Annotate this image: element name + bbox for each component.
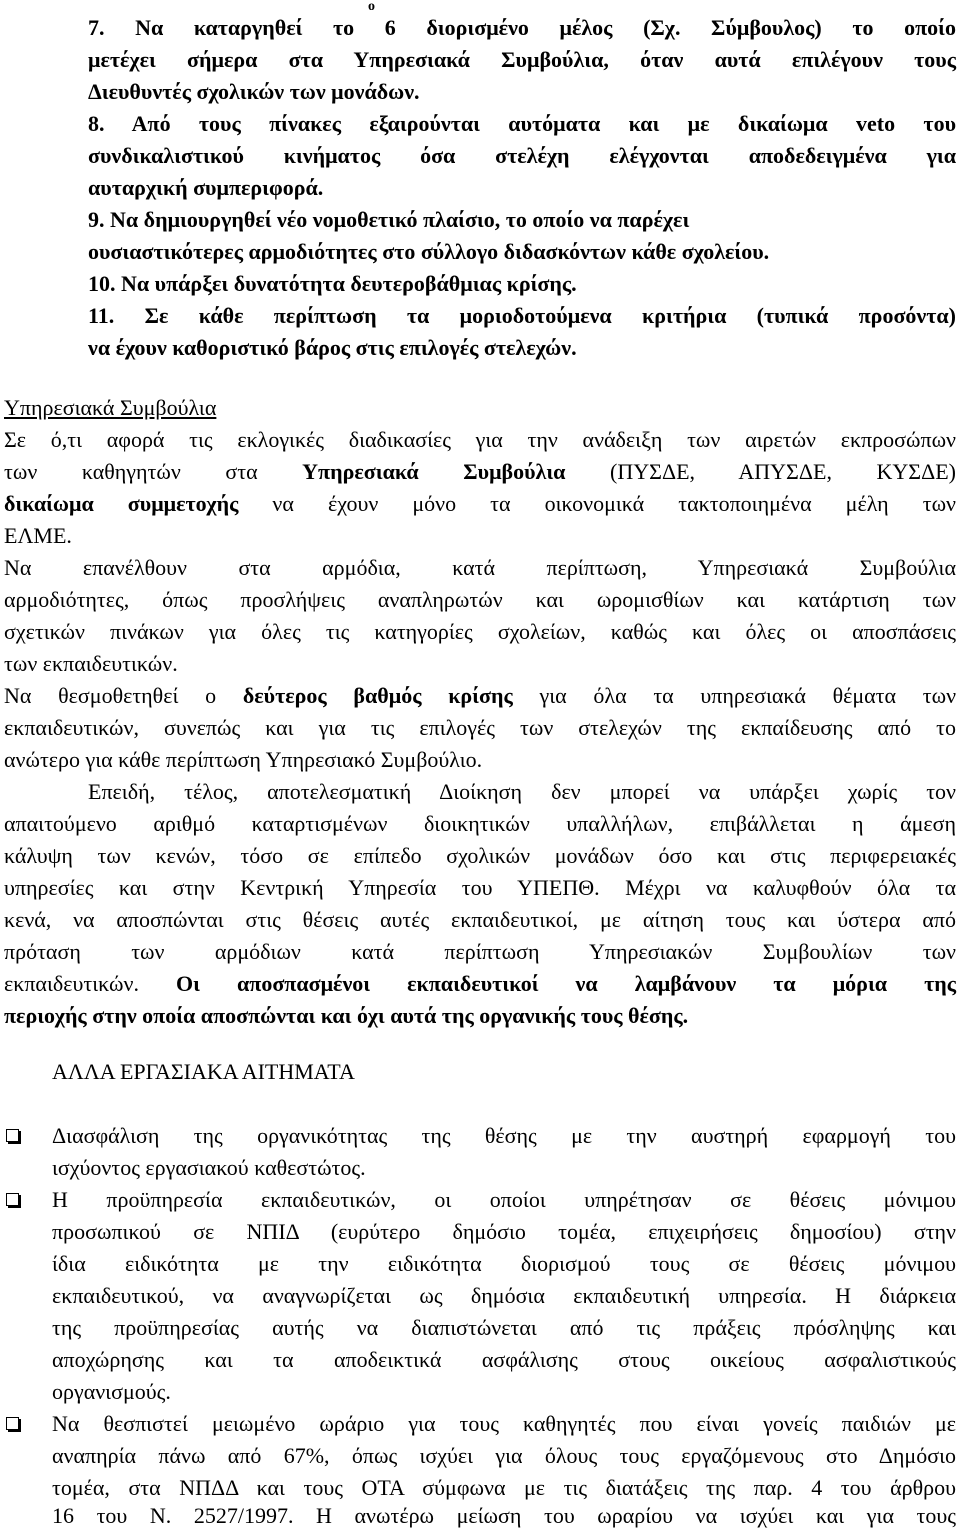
bullet-1-line-1: Διασφάλιση της οργανικότητας της θέσης με την αυστηρή εφαρμογή του <box>52 1123 956 1148</box>
paragraph-3-line-1 <box>4 680 956 712</box>
paragraph-1-line-2 <box>4 456 956 488</box>
paragraph-2-line-4: των εκπαιδευτικών. <box>4 651 178 676</box>
paragraph-1-text: (ΠΥΣΔΕ, ΑΠΥΣΔΕ, ΚΥΣΔΕ) <box>610 459 957 484</box>
list-item-9-line-1: 9. Να δημιουργηθεί νέο νομοθετικό πλαίσιο, το οποίο να παρέχει <box>88 207 690 232</box>
bullet-3-line-2: αναπηρία πάνω από 67%, όπως ισχύει για όλους τους εργαζόμενους στο Δημόσιο <box>52 1443 956 1468</box>
other-demands-heading: ΑΛΛΑ ΕΡΓΑΣΙΑΚΑ ΑΙΤΗΜΑΤΑ <box>52 1059 355 1084</box>
paragraph-1-bold-phrase: δικαίωμα συμμετοχής <box>4 491 239 516</box>
paragraph-1-line-1: Σε ό,τι αφορά τις εκλογικές διαδικασίες για την ανάδειξη των αιρετών εκπροσώπων <box>4 427 956 452</box>
paragraph-4-line-6: πρόταση των αρμόδιων κατά περίπτωση Υπηρεσιακών Συμβουλίων των <box>4 939 956 964</box>
paragraph-4-text: εκπαιδευτικών. <box>4 971 139 996</box>
paragraph-2-line-2: αρμοδιότητες, όπως προσλήψεις αναπληρωτών και ωρομισθίων και κατάρτιση των <box>4 587 956 612</box>
bullet-2-line-5: της προϋπηρεσίας αυτής να διαπιστώνεται από τις πράξεις πρόσληψης και <box>52 1315 956 1340</box>
paragraph-4-line-1: Επειδή, τέλος, αποτελεσματική Διοίκηση δεν μπορεί να υπάρξει χωρίς τον <box>88 779 956 804</box>
paragraph-1-text: να έχουν μόνο τα οικονομικά τακτοποιημένα μέλη των <box>272 491 957 516</box>
paragraph-1-text: των καθηγητών στα <box>4 459 258 484</box>
paragraph-4-line-3: κάλυψη των κενών, τόσο σε επίπεδο σχολικών μονάδων όσο και στις περιφερειακές <box>4 843 956 868</box>
bullet-2-line-2: προσωπικού σε ΝΠΙΔ (ευρύτερο δημόσιο τομέα, επιχειρήσεις δημοσίου) στην <box>52 1219 956 1244</box>
bullet-2-line-6: αποχώρησης και τα αποδεικτικά ασφάλισης στους οικείους ασφαλιστικούς <box>52 1347 956 1372</box>
list-item-11-line-2: να έχουν καθοριστικό βάρος στις επιλογές στελεχών. <box>88 335 577 360</box>
checkbox-bullet-icon <box>6 1129 19 1142</box>
checkbox-bullet-icon <box>6 1417 19 1430</box>
list-item-9-line-2: ουσιαστικότερες αρμοδιότητες στο σύλλογο διδασκόντων κάθε σχολείου. <box>88 239 770 264</box>
paragraph-2-line-3: σχετικών πινάκων για όλες τις κατηγορίες σχολείων, καθώς και όλες οι αποσπάσεις <box>4 619 956 644</box>
paragraph-3-text: Να θεσμοθετηθεί ο <box>4 683 217 708</box>
bullet-3-line-1: Να θεσπιστεί μειωμένο ωράριο για τους καθηγητές που είναι γονείς παιδιών με <box>52 1411 956 1436</box>
paragraph-4-line-7 <box>4 968 956 1000</box>
list-item-8-line-2: συνδικαλιστικού κινήματος όσα στελέχη ελέγχονται αποδεδειγμένα για <box>88 143 956 168</box>
paragraph-3-bold-phrase: δεύτερος βαθμός κρίσης <box>242 683 513 708</box>
paragraph-4-line-5: κενά, να αποσπώνται στις θέσεις αυτές εκπαιδευτικοί, με αίτηση τους και ύστερα από <box>4 907 956 932</box>
list-item-11-line-1: 11. Σε κάθε περίπτωση τα μοριοδοτούμενα κριτήρια (τυπικά προσόντα) <box>88 303 956 328</box>
paragraph-4-line-2: απαιτούμενο αριθμό καταρτισμένων διοικητικών υπαλλήλων, επιβάλλεται η άμεση <box>4 811 956 836</box>
bullet-3-line-4: 16 του Ν. 2527/1997. Η ανωτέρω μείωση του ωραρίου να ισχύει και για τους <box>52 1503 956 1528</box>
paragraph-1-line-3 <box>4 488 956 520</box>
paragraph-1-line-4: ΕΛΜΕ. <box>4 523 72 548</box>
list-item-7-line-2: μετέχει σήμερα στα Υπηρεσιακά Συμβούλια, όταν αυτά επιλέγουν τους <box>88 47 956 72</box>
section-heading: Υπηρεσιακά Συμβούλια <box>4 395 217 420</box>
bullet-2-line-7: οργανισμούς. <box>52 1379 171 1404</box>
list-item-8-line-1: 8. Από τους πίνακες εξαιρούνται αυτόματα και με δικαίωμα veto του <box>88 111 956 136</box>
paragraph-3-text: για όλα τα υπηρεσιακά θέματα των <box>539 683 957 708</box>
paragraph-2-line-1: Να επανέλθουν στα αρμόδια, κατά περίπτωση, Υπηρεσιακά Συμβούλια <box>4 555 956 580</box>
bullet-3-line-3: τομέα, στα ΝΠΔΔ και τους ΟΤΑ σύμφωνα με τις διατάξεις της παρ. 4 του άρθρου <box>52 1475 956 1500</box>
bullet-1-line-2: ισχύοντος εργασιακού καθεστώτος. <box>52 1155 366 1180</box>
bullet-2-line-3: ίδια ειδικότητα με την ειδικότητα διορισμού τους σε θέσεις μόνιμου <box>52 1251 956 1276</box>
paragraph-4-bold-phrase: Οι αποσπασμένοι εκπαιδευτικοί να λαμβάνουν τα μόρια της <box>176 971 956 996</box>
superscript-marker: ο <box>368 0 375 14</box>
list-item-8-line-3: αυταρχική συμπεριφορά. <box>88 175 324 200</box>
paragraph-3-line-3: ανώτερο για κάθε περίπτωση Υπηρεσιακό Συμβούλιο. <box>4 747 483 772</box>
paragraph-1-bold-phrase: Υπηρεσιακά Συμβούλια <box>302 459 566 484</box>
checkbox-bullet-icon <box>6 1193 19 1206</box>
list-item-10-line-1: 10. Να υπάρξει δυνατότητα δευτεροβάθμιας κρίσης. <box>88 271 577 296</box>
bullet-2-line-4: εκπαιδευτικού, να αναγνωρίζεται ως δημόσια εκπαιδευτική υπηρεσία. Η διάρκεια <box>52 1283 956 1308</box>
paragraph-4-line-8: περιοχής στην οποία αποσπώνται και όχι αυτά της οργανικής τους θέσης. <box>4 1003 689 1028</box>
paragraph-3-line-2: εκπαιδευτικών, συνεπώς και για τις επιλογές των στελεχών της εκπαίδευσης από το <box>4 715 956 740</box>
list-item-7-line-1: 7. Να καταργηθεί το 6 διορισμένο μέλος (Σχ. Σύμβουλος) το οποίο <box>88 15 956 40</box>
bullet-2-line-1: Η προϋπηρεσία εκπαιδευτικών, οι οποίοι υπηρέτησαν σε θέσεις μόνιμου <box>52 1187 956 1212</box>
list-item-7-line-3: Διευθυντές σχολικών των μονάδων. <box>88 79 420 104</box>
paragraph-4-line-4: υπηρεσίες και στην Κεντρική Υπηρεσία του ΥΠΕΠΘ. Μέχρι να καλυφθούν όλα τα <box>4 875 956 900</box>
